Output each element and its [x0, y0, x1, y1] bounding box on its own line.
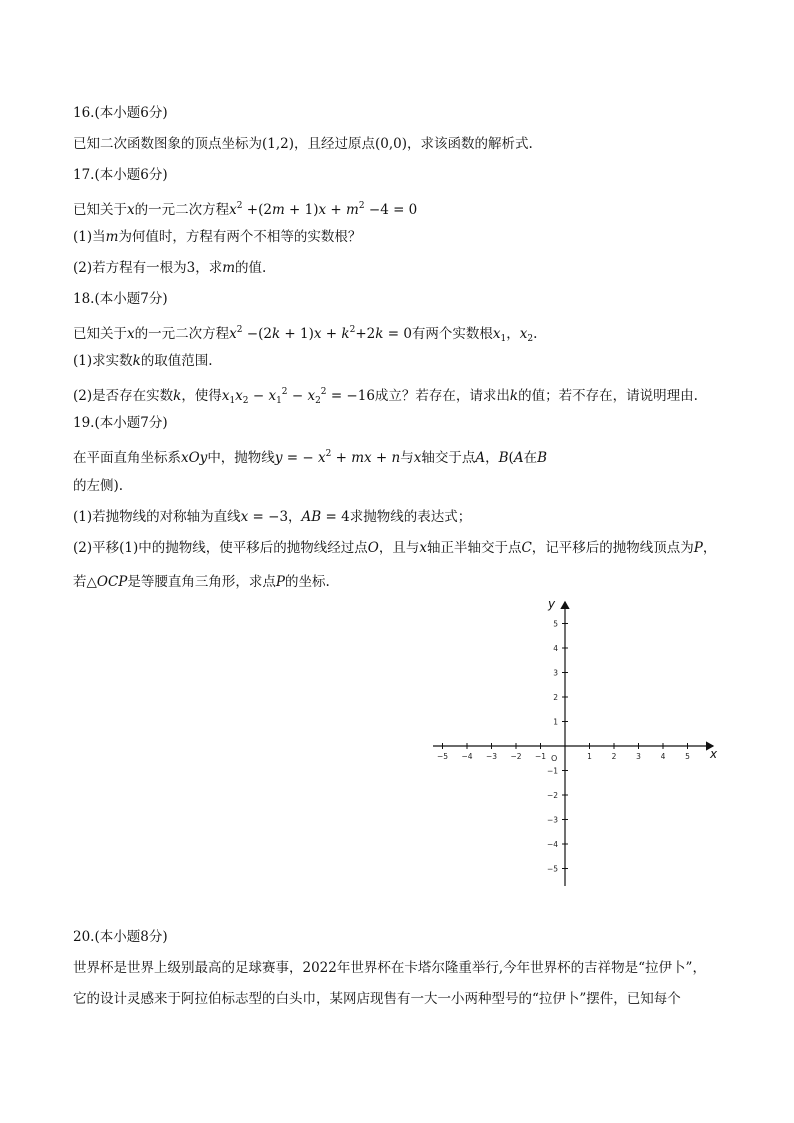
- x-tick-label: −3: [485, 752, 498, 761]
- x-tick-label: 5: [685, 752, 690, 761]
- y-tick-label: 5: [553, 619, 558, 629]
- q18-part2: (2)是否存在实数k，使得$x_1x_2 - x_1^2 - x_2^2 = -16$成立？若存在，请求出k的值；若不存在，请说明理由.: [73, 387, 698, 406]
- q19-part2-cont: 若△OCP是等腰直角三角形，求点P的坐标.: [73, 574, 330, 590]
- y-tick-label: −1: [546, 766, 558, 776]
- origin-label: O: [551, 754, 558, 763]
- x-tick-label: 1: [587, 752, 592, 761]
- q20-line1: 世界杯是世界上级别最高的足球赛事，2022年世界杯在卡塔尔隆重举行,今年世界杯的吉祥物是“拉伊卜”，: [73, 960, 706, 976]
- q17-part1: (1)当m为何值时，方程有两个不相等的实数根？: [73, 229, 362, 245]
- y-tick-label: 4: [553, 644, 558, 653]
- q17-header: 17.(本小题6分): [73, 167, 168, 183]
- q19-part2: (2)平移(1)中的抛物线，使平移后的抛物线经过点O，且与x轴正半轴交于点C，记平移后的抛物线顶点为P，: [73, 540, 717, 556]
- x-tick-label: 4: [660, 752, 666, 761]
- q16-stem: 已知二次函数图象的顶点坐标为(1,2)，且经过原点(0,0)，求该函数的解析式.: [73, 136, 533, 152]
- x-tick-label: 3: [636, 752, 641, 761]
- q20-header: 20.(本小题8分): [73, 929, 168, 945]
- x-axis-label: x: [710, 747, 718, 761]
- y-tick-label: 1: [553, 717, 558, 727]
- q16-header: 16.(本小题6分): [73, 105, 168, 121]
- y-tick-label: −5: [546, 864, 558, 874]
- y-tick-label: −4: [546, 840, 558, 849]
- y-tick-label: −2: [546, 791, 558, 800]
- q19-stem-cont: 的左侧).: [73, 478, 124, 494]
- q18-header: 18.(本小题7分): [73, 291, 168, 307]
- x-tick-label: −5: [436, 752, 449, 761]
- y-tick-label: 3: [553, 668, 558, 678]
- q19-stem: 在平面直角坐标系xOy中，抛物线y = − $x^2$ + mx + n与x轴交于点A，B(A在B: [73, 449, 547, 466]
- q19-part1: (1)若抛物线的对称轴为直线x = −3，AB = 4求抛物线的表达式；: [73, 509, 472, 525]
- q18-stem: 已知关于x的一元二次方程$x^2 -(2k + 1)x + k^2+2k = 0$有两个实数根$x_1$，$x_2$.: [73, 325, 538, 344]
- x-tick-label: −4: [461, 752, 473, 761]
- y-tick-label: 2: [553, 693, 558, 702]
- q17-part2: (2)若方程有一根为3，求m的值.: [73, 260, 267, 276]
- q18-part1: (1)求实数k的取值范围.: [73, 353, 213, 369]
- q20-line2: 它的设计灵感来于阿拉伯标志型的白头巾，某网店现售有一大一小两种型号的“拉伊卜”摆件，已知每个: [73, 991, 681, 1007]
- y-axis-label: y: [548, 597, 556, 611]
- coordinate-axes: [425, 590, 725, 890]
- x-tick-label: −2: [510, 752, 522, 761]
- q19-header: 19.(本小题7分): [73, 415, 168, 431]
- x-tick-label: −1: [534, 752, 547, 761]
- q17-stem: 已知关于x的一元二次方程$x^2 +(2m + 1)x + m^2 -4 = 0$: [73, 201, 418, 218]
- x-tick-label: 2: [611, 752, 617, 761]
- y-tick-label: −3: [546, 815, 558, 825]
